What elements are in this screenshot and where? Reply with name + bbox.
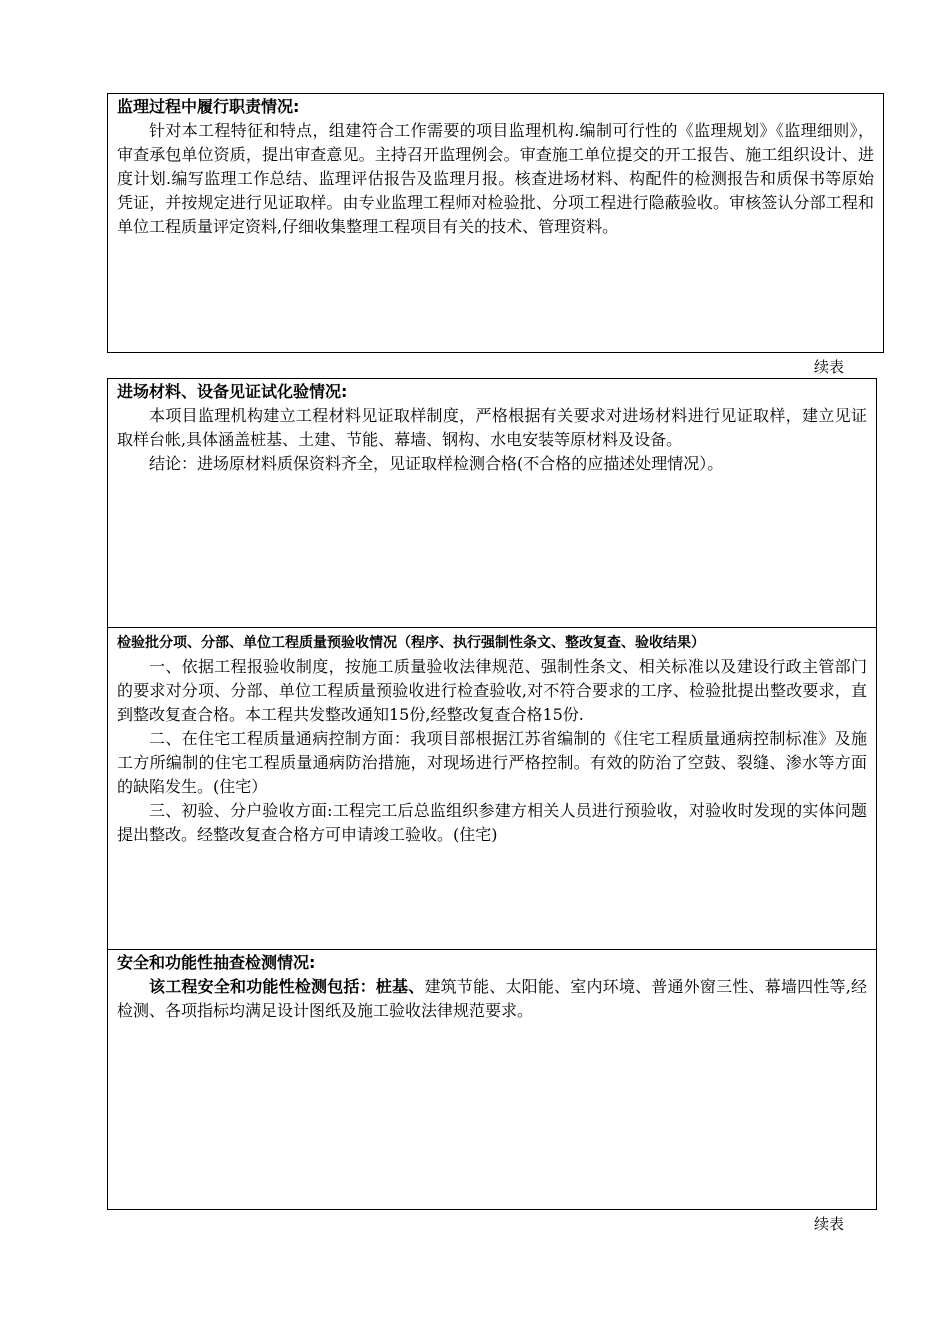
quality-pre-acceptance-cell [108, 627, 876, 949]
quality-pre-acceptance-heading: 检验批分项、分部、单位工程质量预验收情况（程序、执行强制性条文、整改复查、验收结果） [117, 635, 705, 651]
inspection-table [107, 378, 877, 1210]
continued-table-label-bottom: 续表 [814, 1215, 845, 1233]
supervision-duties-text: 针对本工程特征和特点，组建符合工作需要的项目监理机构.编制可行性的《监理规划》《监理细则》，审查承包单位资质，提出审查意见。主持召开监理例会。审查施工单位提交的开工报告、施工组织设计、进度计划.编写监理工作总结、监理评估报告及监理月报。核查进场材料、构配件的检测报告和质保书等原始凭证，并按规定进行见证取样。由专业监理工程师对检验批、分项工程进行隐蔽验收。审核签认分部工程和单位工程质量评定资料,仔细收集整理工程项目有关的技术、管理资料。 [117, 121, 874, 236]
supervision-duties-heading: 监理过程中履行职责情况: [117, 97, 300, 116]
supervision-duties-box [107, 93, 884, 353]
quality-pre-acceptance-item-1: 一、依据工程报验收制度，按施工质量验收法律规范、强制性条文、相关标准以及建设行政主管部门的要求对分项、分部、单位工程质量预验收进行检查验收,对不符合要求的工序、检验批提出整改要求，直到整改复查合格。本工程共发整改通知15份,经整改复查合格15份. [117, 657, 867, 724]
material-witness-cell [108, 379, 876, 627]
safety-function-cell [108, 949, 876, 1209]
quality-pre-acceptance-item-2: 二、在住宅工程质量通病控制方面：我项目部根据江苏省编制的《住宅工程质量通病控制标准》及施工方所编制的住宅工程质量通病防治措施，对现场进行严格控制。有效的防治了空鼓、裂缝、渗水等方面的缺陷发生。(住宅） [117, 729, 867, 796]
safety-function-bold-prefix: 该工程安全和功能性检测包括：桩基、 [149, 977, 425, 996]
material-witness-text: 本项目监理机构建立工程材料见证取样制度，严格根据有关要求对进场材料进行见证取样，建立见证取样台帐,具体涵盖桩基、土建、节能、幕墙、钢构、水电安装等原材料及设备。 [117, 406, 867, 449]
quality-pre-acceptance-item-3: 三、初验、分户验收方面:工程完工后总监组织参建方相关人员进行预验收，对验收时发现的实体问题提出整改。经整改复查合格方可申请竣工验收。(住宅) [117, 801, 867, 844]
material-witness-heading: 进场材料、设备见证试化验情况: [117, 382, 348, 401]
safety-function-heading: 安全和功能性抽查检测情况: [117, 953, 316, 972]
safety-function-rest: 建筑节能、太阳能、室内环境、普通外窗三性、幕墙四性等,经检测、各项指标均满足设计图纸及施工验收法律规范要求。 [117, 977, 867, 1020]
safety-function-text [117, 975, 867, 1023]
supervision-duties-cell [108, 94, 883, 352]
continued-table-label: 续表 [814, 358, 845, 376]
material-witness-conclusion: 结论：进场原材料质保资料齐全，见证取样检测合格(不合格的应描述处理情况）。 [149, 454, 724, 473]
